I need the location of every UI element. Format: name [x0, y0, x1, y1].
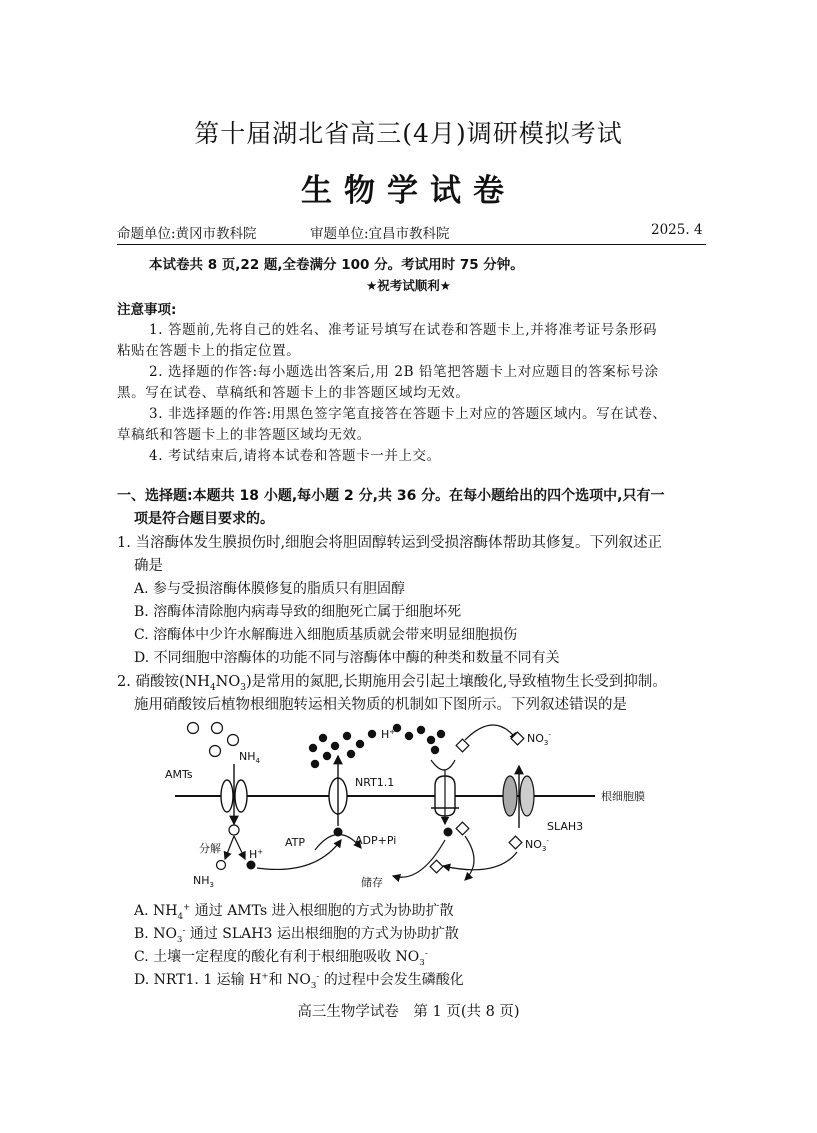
notice-item-3-line-2: 草稿纸和答题卡上的非答题区域均无效。 — [117, 427, 371, 443]
no3-top-label: $NO_3^-$ — [527, 731, 551, 747]
q1-option-b: B. 溶酶体清除胞内病毒导致的细胞死亡属于细胞坏死 — [134, 604, 462, 620]
q1-stem-line-2: 确是 — [134, 558, 163, 574]
decompose-label: 分解 — [199, 842, 221, 855]
nrt-label: NRT1.1 — [355, 776, 395, 789]
transport-mechanism-diagram — [165, 716, 650, 896]
exam-date: 2025. 4 — [651, 222, 703, 238]
page-footer: 高三生物学试卷 第 1 页(共 8 页) — [297, 1004, 520, 1020]
q1-stem-line-1: 1. 当溶酶体发生膜损伤时,细胞会将胆固醇转运到受损溶酶体帮助其修复。下列叙述正 — [117, 535, 663, 551]
slah3-label: SLAH3 — [547, 820, 584, 833]
section-heading-line-2: 项是符合题目要求的。 — [134, 511, 274, 527]
h-top-label: H+ — [381, 728, 396, 741]
h-ions-outside — [309, 724, 445, 768]
membrane-label: 根细胞膜 — [601, 790, 645, 803]
nh4-label: $NH_4$ — [239, 750, 260, 765]
setter-unit: 命题单位:黄冈市教科院 — [117, 226, 257, 242]
no3-bottom-label: $NO_3^-$ — [525, 837, 549, 853]
q2-option-b: B. $NO_3^-$ 通过 SLAH3 运出根细胞的方式为协助扩散 — [134, 925, 459, 945]
exam-title: 第十届湖北省高三(4月)调研模拟考试 — [194, 119, 623, 148]
q2-stem-line-2: 施用硝酸铵后植物根细胞转运相关物质的机制如下图所示。下列叙述错误的是 — [134, 697, 627, 713]
reviewer-unit: 审题单位:宜昌市教科院 — [310, 226, 450, 242]
notice-item-3-line-1: 3. 非选择题的作答:用黑色签字笔直接答在答题卡上对应的答题区域内。写在试卷、 — [149, 406, 667, 422]
nh3-label: $NH_3$ — [193, 874, 214, 889]
section-heading-line-1: 一、选择题:本题共 18 小题,每小题 2 分,共 36 分。在每小题给出的四个选项中,只有一 — [117, 488, 665, 504]
q1-option-c: C. 溶酶体中少许水解酶进入细胞质基质就会带来明显细胞损伤 — [134, 627, 518, 643]
amts-label: AMTs — [165, 768, 193, 781]
atp-label: ATP — [285, 836, 306, 849]
adp-label: ADP+Pi — [355, 834, 397, 847]
q1-option-a: A. 参与受损溶酶体膜修复的脂质只有胆固醇 — [134, 581, 406, 597]
notice-item-4: 4. 考试结束后,请将本试卷和答题卡一并上交。 — [149, 448, 441, 464]
notice-item-1-line-2: 粘贴在答题卡上的指定位置。 — [117, 343, 301, 359]
h-bottom-label: H+ — [249, 848, 264, 861]
q2-option-a: A. $NH_4^+$ 通过 AMTs 进入根细胞的方式为协助扩散 — [134, 902, 454, 922]
storage-label: 储存 — [361, 876, 383, 889]
q2-stem-line-1: 2. 硝酸铵$(NH_4NO_3)$是常用的氮肥,长期施用会引起土壤酸化,导致植物生长受到抑制。 — [117, 674, 667, 693]
exam-summary: 本试卷共 8 页,22 题,全卷满分 100 分。考试用时 75 分钟。 — [149, 257, 524, 273]
notice-item-1-line-1: 1. 答题前,先将自己的姓名、准考证号填写在试卷和答题卡上,并将准考证号条形码 — [149, 322, 658, 338]
blessing: ★祝考试顺利★ — [366, 278, 451, 293]
nh4-molecules — [188, 723, 239, 757]
q2-option-c: C. 土壤一定程度的酸化有利于根细胞吸收 $NO_3^-$ — [134, 948, 428, 968]
notice-item-2-line-2: 黑。写在试卷、草稿纸和答题卡上的非答题区域均无效。 — [117, 385, 470, 401]
notice-item-2-line-1: 2. 选择题的作答:每小题选出答案后,用 2B 铅笔把答题卡上对应题目的答案标号涂 — [149, 364, 659, 380]
q1-option-d: D. 不同细胞中溶酶体的功能不同与溶酶体中酶的种类和数量不同有关 — [134, 650, 560, 666]
notice-heading: 注意事项: — [117, 302, 177, 318]
q2-option-d: D. NRT1. 1 运输 H+和 $NO_3^-$ 的过程中会发生磷酸化 — [134, 971, 464, 991]
subject-title: 生物学试卷 — [301, 173, 516, 209]
header-divider — [117, 244, 706, 245]
